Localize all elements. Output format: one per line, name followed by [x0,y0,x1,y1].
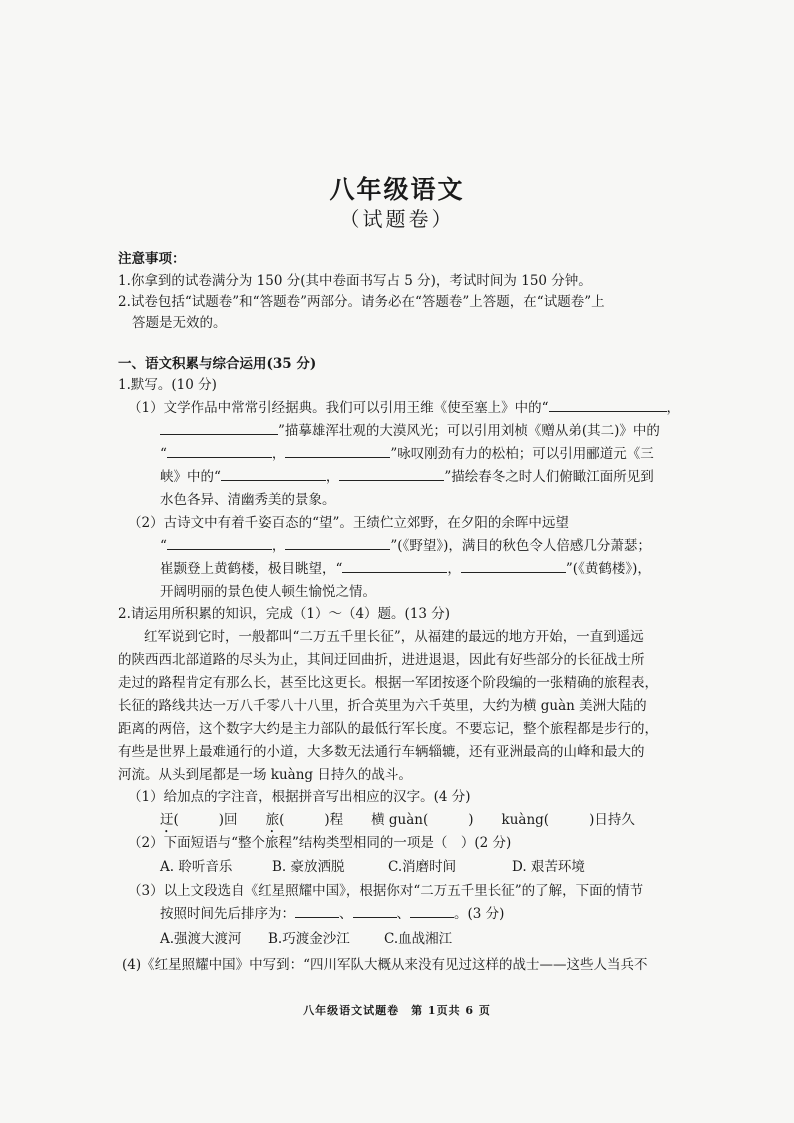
answer-blank[interactable] [160,420,278,435]
q2-sub3-options [160,928,720,950]
option-c[interactable]: C.消磨时间 [388,859,457,875]
q1-p2-line3: 崔颢登上黄鹤楼，极目眺望，“ ， ”(《黄鹤楼》)， [160,558,720,580]
q1-p2-line1: （2）古诗文中有着千姿百态的“望”。王绩伫立郊野，在夕阳的余晖中远望 [128,515,569,531]
q1-p1-line3: “ ， ”咏叹刚劲有力的松柏；可以引用郦道元《三 [160,443,720,465]
q1-p1-line2: ”描摹雄浑壮观的大漠风光；可以引用刘桢《赠从弟(其二)》中的 [160,420,720,442]
answer-blank[interactable] [339,466,444,481]
notice-heading: 注意事项： [118,251,186,267]
passage-line-5: 距离的两倍，这个数字大约是主力部队的最低行军长度。不要忘记，整个旅程都是步行的， [118,721,658,737]
q2-sub1-text: （1）给加点的字注音，根据拼音写出相应的汉字。(4 分) [128,789,471,805]
answer-blank[interactable] [179,810,219,824]
passage-line-3: 走过的路程肯定有那么长，甚至比这更长。根据一军团按逐个阶段编的一张精确的旅程表， [118,675,658,691]
passage-line-4: 长征的路线共达一万八千零八十八里，折合英里为六千英里，大约为横 guàn 美洲大陆的 [118,698,647,714]
option-b: B.巧渡金沙江 [268,931,350,947]
answer-blank[interactable] [549,397,667,412]
option-c: C.血战湘江 [384,931,453,947]
answer-blank[interactable] [549,810,589,824]
option-b[interactable]: B. 豪放洒脱 [272,859,345,875]
exam-title: 八年级语文 [329,175,465,204]
section-heading: 一、语文积累与综合运用(35 分) [118,356,317,372]
question-1-title: 1.默写。(10 分) [118,377,217,393]
answer-blank[interactable] [221,466,326,481]
answer-blank[interactable] [285,443,390,458]
answer-blank[interactable] [342,558,447,573]
q2-sub4-text: (4)《红星照耀中国》中写到：“四川军队大概从来没有见过这样的战士——这些人当兵不 [122,957,648,973]
q1-p1-line4: 峡》中的“ ， ”描绘春冬之时人们俯瞰江面所见到 [160,466,720,488]
notice-item-1: 1.你拿到的试卷满分为 150 分(其中卷面书写占 5 分)，考试时间为 150 分钟。 [118,273,592,289]
q1-p1-line5: 水色各异、清幽秀美的景象。 [160,492,336,508]
option-a: A.强渡大渡河 [160,931,242,947]
answer-blank[interactable] [353,903,397,918]
q2-sub2-options [160,856,720,878]
q2-sub3-order: 按照时间先后排序为： 、 、 。(3 分) [160,903,720,925]
passage-line-1: 红军说到它时，一般都叫“二万五千里长征”，从福建的最远的地方开始，一直到遥远 [144,629,644,645]
q1-p2-line4: 开阔明丽的景色使人顿生愉悦之情。 [160,584,376,600]
answer-blank[interactable] [284,810,324,824]
exam-subtitle: （试题卷） [339,207,455,231]
answer-blank[interactable] [167,535,272,550]
answer-blank[interactable] [167,443,272,458]
answer-blank[interactable] [285,535,390,550]
q2-sub3-text: （3）以上文段选自《红星照耀中国》，根据你对“二万五千里长征”的了解，下面的情节 [128,883,644,899]
q2-sub1-items: 迂( )回 旅( )程 横 guàn( ) kuàng( )日持久 [160,812,635,828]
notice-item-2-cont: 答题是无效的。 [132,315,227,331]
passage-line-7: 河流。从头到尾都是一场 kuàng 日持久的战斗。 [118,767,412,783]
notice-item-2: 2.试卷包括“试题卷”和“答题卷”两部分。请务必在“答题卷”上答题，在“试题卷”上 [118,294,605,310]
q1-p2-line2: “ ， ”(《野望》)，满目的秋色令人倍感几分萧瑟； [160,535,720,557]
answer-blank[interactable] [410,903,454,918]
option-a[interactable]: A. 聆听音乐 [160,859,233,875]
passage-line-2: 的陕西西北部道路的尽头为止，其间迂回曲折，进进退退，因此有好些部分的长征战士所 [118,652,645,668]
answer-blank[interactable] [295,903,339,918]
answer-blank[interactable] [461,558,566,573]
question-2-title: 2.请运用所积累的知识，完成（1）～（4）题。(13 分) [118,606,451,622]
answer-blank[interactable] [428,810,468,824]
passage-line-6: 有些是世界上最难通行的小道，大多数无法通行车辆辎辘，还有亚洲最高的山峰和最大的 [118,744,645,760]
option-d[interactable]: D. 艰苦环境 [512,859,585,875]
page-footer: 八年级语文试题卷 第 1页共 6 页 [303,1004,491,1017]
q2-sub2-text: （2）下面短语与“整个旅程”结构类型相同的一项是（ ）(2 分) [128,835,512,851]
q1-p1-line1: （1）文学作品中常常引经据典。我们可以引用王维《使至塞上》中的“ ， [128,397,688,419]
